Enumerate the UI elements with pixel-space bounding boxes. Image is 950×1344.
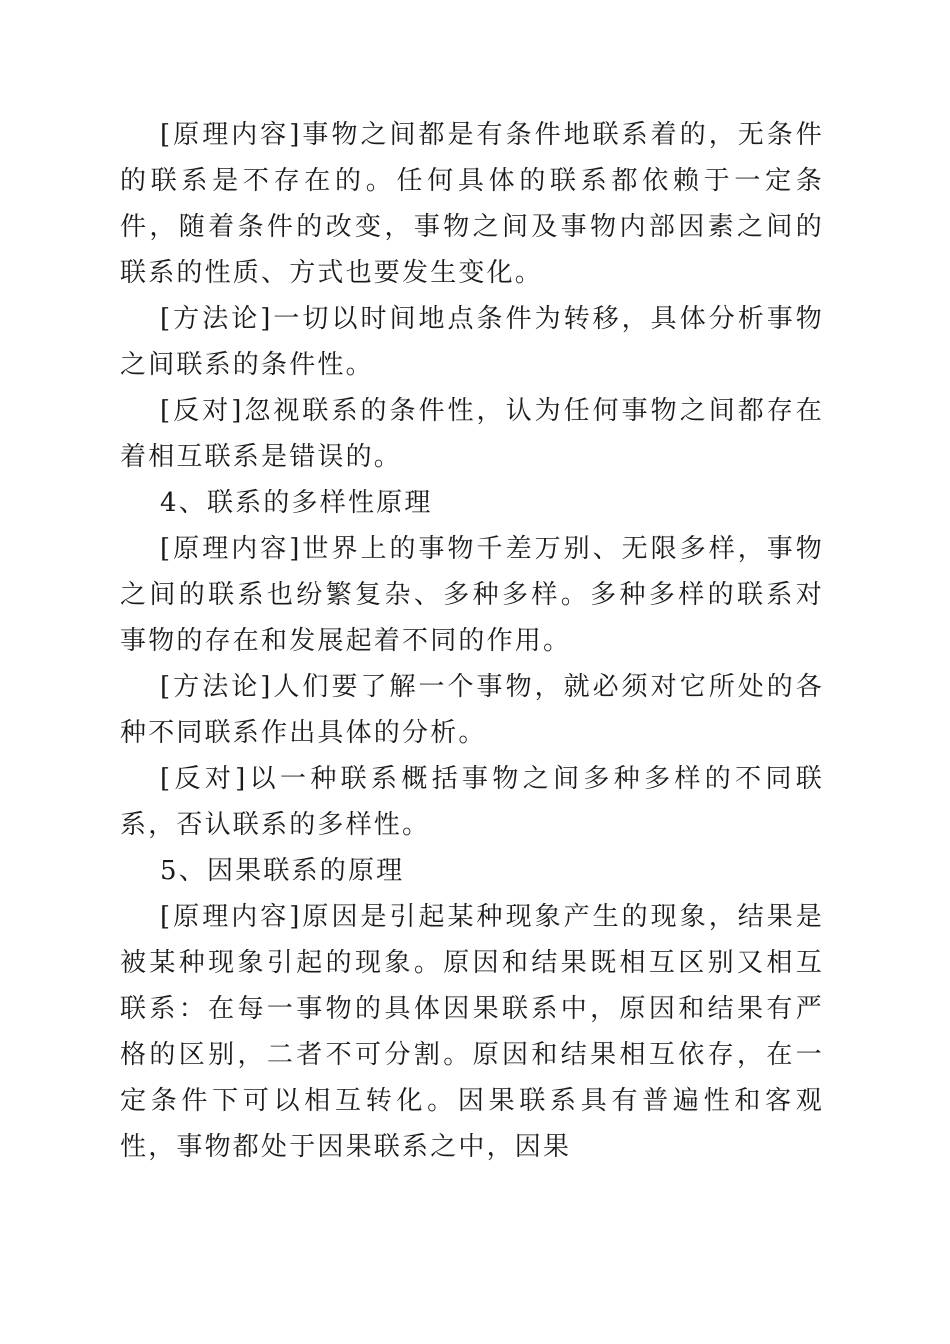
document-page — [120, 112, 824, 1170]
paragraph-causality-content: [原理内容]原因是引起某种现象产生的现象，结果是被某种现象引起的现象。原因和结果既相互区别又相互联系：在每一事物的具体因果联系中，原因和结果有严格的区别，二者不可分割。原因和结果相互依存，在一定条件下可以相互转化。因果联系具有普遍性和客观性，事物都处于因果联系之中，因果 — [120, 902, 824, 1162]
paragraph-conditionality-oppose: [反对]忽视联系的条件性，认为任何事物之间都存在着相互联系是错误的。 — [120, 396, 824, 472]
paragraph-conditionality-methodology: [方法论]一切以时间地点条件为转移，具体分析事物之间联系的条件性。 — [120, 304, 824, 380]
paragraph-diversity-methodology: [方法论]人们要了解一个事物，就必须对它所处的各种不同联系作出具体的分析。 — [120, 672, 824, 748]
paragraph-diversity-content: [原理内容]世界上的事物千差万别、无限多样，事物之间的联系也纷繁复杂、多种多样。多种多样的联系对事物的存在和发展起着不同的作用。 — [120, 534, 824, 656]
paragraph-conditionality-content: [原理内容]事物之间都是有条件地联系着的，无条件的联系是不存在的。任何具体的联系都依赖于一定条件，随着条件的改变，事物之间及事物内部因素之间的联系的性质、方式也要发生变化。 — [120, 120, 824, 288]
paragraph-diversity-oppose: [反对]以一种联系概括事物之间多种多样的不同联系，否认联系的多样性。 — [120, 764, 824, 840]
section-heading-causality: 5、因果联系的原理 — [160, 856, 405, 886]
section-heading-diversity: 4、联系的多样性原理 — [160, 488, 433, 518]
